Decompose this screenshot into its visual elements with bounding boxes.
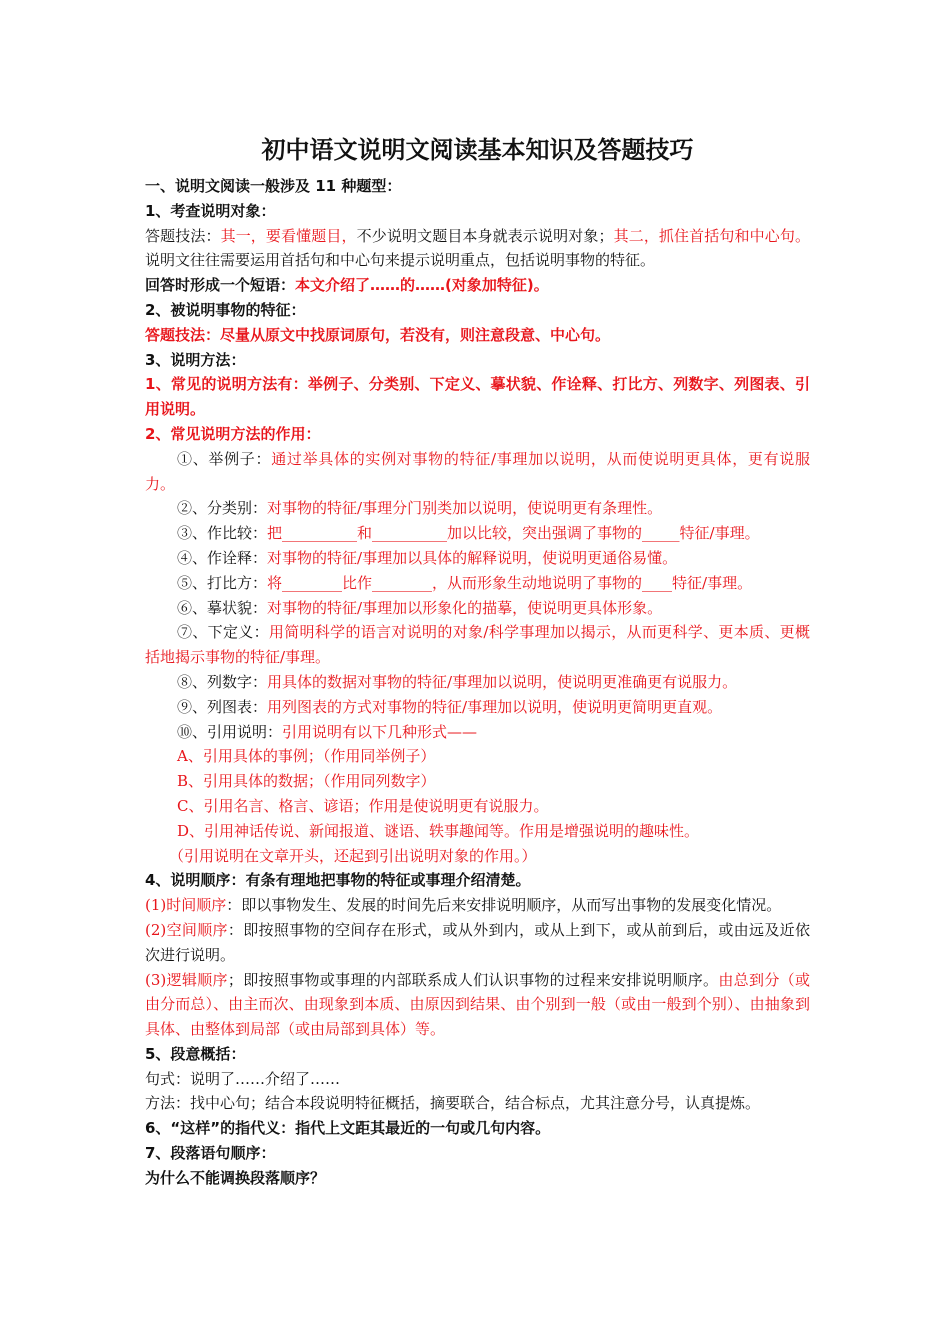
text-run: 对事物的特征/事理分门别类加以说明，使说明更有条理性。 — [267, 499, 663, 518]
text-run: ：即按照事物的空间存在形式，或从外到内，或从上到下，或从前到后，或由远及近依次进行说明。 — [145, 920, 810, 964]
text-run: ⑥、摹状貌： — [177, 598, 268, 617]
text-run: 其二，抓住首括句和中心句。 — [613, 226, 810, 245]
text-run: ⑨、列图表： — [177, 697, 268, 716]
order-item — [145, 893, 810, 918]
paragraph: 2、常见说明方法的作用： — [145, 424, 321, 443]
document-page — [145, 130, 810, 1191]
text-run: 回答时形成一个短语： — [145, 276, 296, 295]
text-run: ②、分类别： — [177, 499, 268, 518]
question-type-heading: 5、段意概括： — [145, 1044, 246, 1063]
text-run: ：即以事物发生、发展的时间先后来安排说明顺序，从而写出事物的发展变化情况。 — [226, 896, 782, 915]
question-type-heading: 2、被说明事物的特征： — [145, 300, 306, 319]
paragraph — [145, 273, 810, 298]
text-run: 不少说明文题目本身就表示说明对象； — [356, 226, 614, 245]
method-item — [145, 720, 810, 745]
question-type-heading: 7、段落语句顺序： — [145, 1144, 276, 1163]
method-item — [145, 670, 810, 695]
method-item — [145, 620, 810, 670]
text-run: (3)逻辑顺序 — [145, 970, 228, 989]
text-run: ；即按照事物或事理的内部联系成人们认识事物的过程来安排说明顺序。 — [227, 970, 719, 989]
paragraph — [145, 224, 810, 274]
method-item — [145, 447, 810, 497]
text-run: 由总到分（或由分而总）、由主而次、由现象到本质、由原因到结果、由个别到一般（或由一般到个别）、由抽象到具体、由整体到局部（或由局部到具体）等。 — [145, 970, 810, 1039]
text-run: (2)空间顺序 — [145, 920, 228, 939]
order-item — [145, 968, 810, 1042]
text-run: 其一，要看懂题目， — [220, 226, 357, 245]
question-type-heading: 3、说明方法： — [145, 350, 246, 369]
order-item — [145, 918, 810, 968]
text-run: ⑦、下定义： — [177, 623, 269, 642]
quote-form-item: B、引用具体的数据；（作用同列数字） — [177, 772, 436, 791]
text-run: ⑤、打比方： — [177, 573, 268, 592]
method-item — [145, 521, 810, 546]
question-type-heading: 6、“这样”的指代义：指代上文距其最近的一句或几句内容。 — [145, 1119, 551, 1138]
method-item — [145, 546, 810, 571]
paragraph: 1、常见的说明方法有：举例子、分类别、下定义、摹状貌、作诠释、打比方、列数字、列图表、引用说明。 — [145, 375, 810, 419]
method-item — [145, 571, 810, 596]
text-run: 说明文往往需要运用首括句和中心句来提示说明重点，包括说明事物的特征。 — [145, 251, 656, 270]
text-run: 将________比作________，从而形象生动地说明了事物的____特征/事理。 — [267, 573, 753, 592]
text-run: 本文介绍了……的……(对象加特征)。 — [295, 276, 549, 295]
text-run: 用具体的数据对事物的特征/事理加以说明，使说明更准确更有说服力。 — [267, 672, 738, 691]
method-item — [145, 596, 810, 621]
paragraph: 答题技法：尽量从原文中找原词原句，若没有，则注意段意、中心句。 — [145, 325, 611, 344]
method-item — [145, 496, 810, 521]
question-type-heading: 1、考查说明对象： — [145, 201, 276, 220]
quote-form-item: A、引用具体的事例；（作用同举例子） — [177, 747, 436, 766]
text-run: (1)时间顺序 — [145, 896, 227, 915]
text-run: 用列图表的方式对事物的特征/事理加以说明，使说明更简明更直观。 — [267, 697, 723, 716]
section-heading: 一、说明文阅读一般涉及 11 种题型： — [145, 177, 402, 195]
text-run: 引用说明有以下几种形式—— — [282, 722, 478, 741]
paragraph: 方法：找中心句；结合本段说明特征概括，摘要联合，结合标点，尤其注意分号，认真提炼。 — [145, 1094, 761, 1113]
text-run: ①、举例子： — [177, 449, 272, 468]
quote-form-item: D、引用神话传说、新闻报道、谜语、轶事趣闻等。作用是增强说明的趣味性。 — [177, 821, 700, 840]
text-run: ⑩、引用说明： — [177, 722, 283, 741]
quote-note: （引用说明在文章开头，还起到引出说明对象的作用。） — [169, 846, 537, 865]
question-type-heading: 4、说明顺序：有条有理地把事物的特征或事理介绍清楚。 — [145, 871, 531, 890]
text-run: ④、作诠释： — [177, 548, 268, 567]
text-run: 答题技法： — [145, 226, 221, 245]
method-item — [145, 695, 810, 720]
text-run: 对事物的特征/事理加以具体的解释说明，使说明更通俗易懂。 — [267, 548, 678, 567]
paragraph: 句式：说明了……介绍了…… — [145, 1069, 341, 1088]
paragraph: 为什么不能调换段落顺序？ — [145, 1168, 326, 1187]
text-run: 通过举具体的实例对事物的特征/事理加以说明，从而使说明更具体，更有说服力。 — [145, 449, 810, 493]
quote-form-item: C、引用名言、格言、谚语；作用是使说明更有说服力。 — [177, 796, 549, 815]
page-title: 初中语文说明文阅读基本知识及答题技巧 — [261, 136, 694, 164]
text-run: ③、作比较： — [177, 524, 268, 543]
text-run: 把__________和__________加以比较，突出强调了事物的_____特征/事理。 — [267, 524, 760, 543]
text-run: ⑧、列数字： — [177, 672, 268, 691]
text-run: 对事物的特征/事理加以形象化的描摹，使说明更具体形象。 — [267, 598, 663, 617]
text-run: 用简明科学的语言对说明的对象/科学事理加以揭示，从而更科学、更本质、更概括地揭示事物的特征/事理。 — [145, 623, 810, 667]
